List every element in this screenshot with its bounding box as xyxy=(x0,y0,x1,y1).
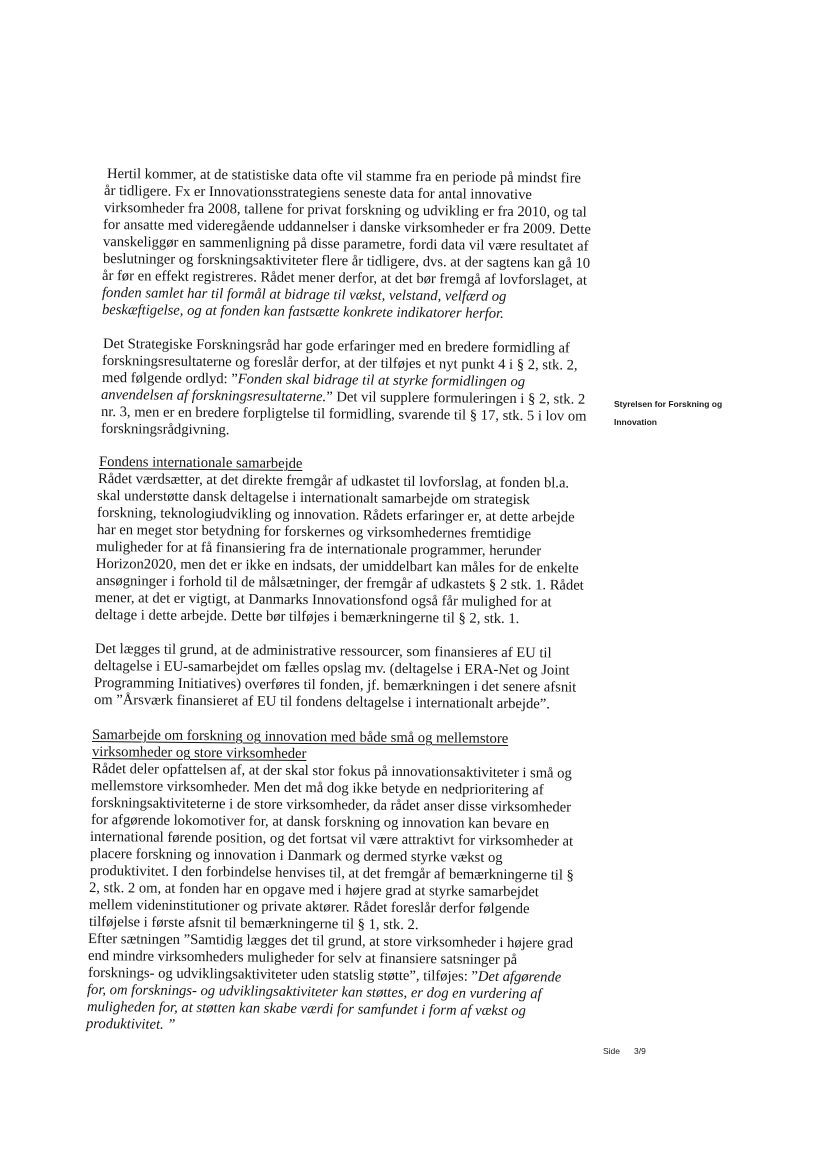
para2-line: forskningsrådgivning. xyxy=(100,421,230,439)
section1-line: har en meget stor betydning for forskernes og virksomhedernes fremtidige xyxy=(96,522,532,543)
page-footer xyxy=(603,1046,646,1056)
section2-line: mellemstore virksomheder. Men det må dog ikke betyde en nedprioritering af xyxy=(90,778,544,799)
section2-quote: Det afgørende xyxy=(477,968,562,986)
para2-line: forskningsresultaterne og foreslår derfor, at der tilføjes et nyt punkt 4 i § 2, stk. 2, xyxy=(101,353,578,374)
para2-quote: Fonden skal bidrage til at styrke formidlingen og xyxy=(237,371,526,391)
section1-line: ansøgninger i forhold til de målsætninger, der fremgår af udkastets § 2 stk. 1. Rådet xyxy=(95,573,584,594)
para1-line: år tidligere. Fx er Innovationsstrategiens seneste data for antal innovative xyxy=(103,183,533,204)
section2-quote-line: muligheden for, at støtten kan skabe værdi for samfundet i form af vækst og xyxy=(86,999,526,1020)
para2-line: nr. 3, men er en bredere forpligtelse til formidling, svarende til § 17, stk. 5 i lov om xyxy=(100,404,587,425)
section1-line: forskning, teknologiudvikling og innovation. Rådets erfaringer er, at dette arbejde xyxy=(96,505,575,526)
section2-line: Efter sætningen ”Samtidig lægges det til grund, at store virksomheder i højere grad xyxy=(87,931,574,952)
section-heading: virksomheder og store virksomheder xyxy=(91,744,307,763)
para3-line: Det lægges til grund, at de administrative ressourcer, som finansieres af EU til xyxy=(94,641,552,662)
section-heading: Fondens internationale samarbejde xyxy=(98,454,303,472)
section2-line: for afgørende lokomotiver for, at dansk forskning og innovation kan bevare en xyxy=(90,812,550,833)
para1-line: beslutninger og forskningsaktiviteter flere år tidligere, dvs. at der sagtens kan gå 10 xyxy=(102,251,591,272)
section1-line: muligheder for at få finansiering fra de internationale programmer, herunder xyxy=(95,539,542,560)
para2-line: Det Strategiske Forskningsråd har gode erfaringer med en bredere formidling af xyxy=(102,336,570,357)
sidebar-org-name: Styrelsen for Forskning og xyxy=(614,399,723,409)
para1-line-italic: fonden samlet har til formål at bidrage til vækst, velstand, velfærd og xyxy=(101,285,507,305)
section-heading: Samarbejde om forskning og innovation med både små og mellemstore xyxy=(91,727,509,747)
section1-line: deltage i dette arbejde. Dette bør tilføjes i bemærkningerne til § 2, stk. 1. xyxy=(94,607,520,628)
section2-line: 2, stk. 2 om, at fonden har en opgave med i højere grad at styrke samarbejdet xyxy=(88,880,539,901)
para1-line: år før en effekt registreres. Rådet mener derfor, at det bør fremgå af lovforslaget, at xyxy=(101,268,588,289)
section2-line: forskningsaktiviteterne i de store virksomheder, da rådet anser disse virksomheder xyxy=(90,795,572,816)
para1-line: virksomheder fra 2008, tallene for privat forskning og udvikling er fra 2010, og tal xyxy=(103,200,587,221)
section2-line: produktivitet. I den forbindelse henvises til, at det fremgår af bemærkningerne til § xyxy=(89,863,574,884)
section2-quote-line: produktivitet. ” xyxy=(85,1016,176,1033)
section2-text: forsknings- og udviklingsaktiviteter uden statslig støtte”, tilføjes: ” xyxy=(87,965,478,985)
para3-line: Programming Initiatives) overføres til fonden, jf. bemærkningen i det senere afsnit xyxy=(93,675,577,696)
section2-line: mellem videninstitutioner og private aktører. Rådet foreslår derfor følgende xyxy=(88,897,530,918)
section1-line: skal understøtte dansk deltagelse i internationalt samarbejde om strategisk xyxy=(96,488,530,509)
section2-line: placere forskning og innovation i Danmark og dermed styrke vækst og xyxy=(89,846,503,866)
para3-line: om ”Årsværk finansieret af EU til fondens deltagelse i internationalt arbejde”. xyxy=(93,692,550,713)
para1-line: vanskeliggør en sammenligning på disse parametre, fordi data vil være resultatet af xyxy=(102,234,589,255)
section1-line: Horizon2020, men det er ikke en indsats, der umiddelbart kan måles for de enkelte xyxy=(95,556,579,577)
section2-line: end mindre virksomheders muligheder for selv at finansiere satsninger på xyxy=(87,948,518,969)
para1-line-italic: beskæftigelse, og at fonden kan fastsætte konkrete indikatorer herfor. xyxy=(101,302,504,322)
para2-text: med følgende ordlyd: ” xyxy=(101,370,238,388)
section1-line: mener, at det er vigtigt, at Danmarks Innovationsfond også får mulighed for at xyxy=(94,590,552,611)
para2-quote: anvendelsen af forskningsresultaterne. xyxy=(100,387,327,406)
para1-line: for ansatte med videregående uddannelser i danske virksomheder er fra 2009. Dette xyxy=(102,217,591,238)
section2-quote-line: for, om forsknings- og udviklingsaktiviteter kan støttes, er dog en vurdering af xyxy=(86,982,542,1003)
sidebar-org-name: Innovation xyxy=(614,417,657,427)
section2-line: Rådet deler opfattelsen af, at der skal stor fokus på innovationsaktiviteter i små og xyxy=(91,761,572,782)
page-label: Side xyxy=(603,1046,621,1056)
section2-line: tilføjelse i første afsnit til bemærkningerne til § 1, stk. 2. xyxy=(88,914,419,934)
para2-text: ” Det vil supplere formuleringen i § 2, stk. 2 xyxy=(326,389,586,408)
para1-line: Hertil kommer, at de statistiske data ofte vil stamme fra en periode på mindst fire xyxy=(106,166,582,187)
page-number: 3/9 xyxy=(634,1046,646,1056)
section1-line: Rådet værdsætter, at det direkte fremgår af udkastet til lovforslag, at fonden bl.a. xyxy=(97,471,570,492)
para3-line: deltagelse i EU-samarbejdet om fælles opslag mv. (deltagelse i ERA-Net og Joint xyxy=(93,658,570,679)
section2-line: international førende position, og det fortsat vil være attraktivt for virksomheder at xyxy=(89,829,574,850)
